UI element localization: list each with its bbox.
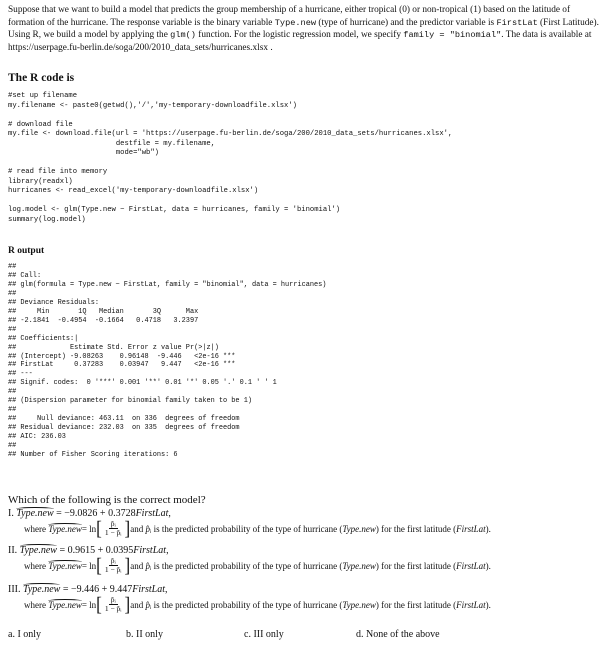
left-bracket: [ [96,554,102,576]
intro-code-response: Type.new [274,17,317,28]
where-tail2: ) for the first latitude ( [375,523,457,534]
answer-d[interactable]: d. None of the above [356,629,440,640]
where-eq: = ln [81,523,97,534]
right-bracket: ] [124,517,131,539]
intro-code-family: family = "binomial" [403,30,502,41]
where-tail3: ). [485,523,491,534]
fraction-den: 1 − p̂ᵢ [104,528,122,537]
option-comma: , [166,545,169,556]
option-lhs: Type.new [19,545,57,556]
where-eq: = ln [81,560,97,571]
where-typevar: Type.new [342,523,376,534]
intro-text-3: (First Latitude). Using R, we build a model by applying the [8,17,599,41]
intro-text-5: . The data is available at https://userpage.fu-berlin.de/soga/200/2010_data_sets/hurricanes.xlsx . [8,30,592,53]
where-typevar: Type.new [342,599,376,610]
answer-b[interactable]: b. II only [126,629,163,640]
where-mid: and [130,599,144,610]
option-1 [8,508,171,519]
fraction-num: p̂ᵢ [110,595,116,604]
fraction [103,557,124,574]
where-tail: is the predicted probability of the type of hurricane ( [153,599,343,610]
intro-code-predictor: FirstLat [496,17,538,28]
where-phat: p̂ᵢ [145,599,152,610]
answer-c[interactable]: c. III only [244,629,284,640]
option-rhs: = −9.446 + 9.447 [60,584,133,595]
fraction-num: p̂ᵢ [110,519,116,528]
where-prefix: where [24,523,46,534]
option-1-where [24,517,491,539]
option-lhs: Type.new [23,584,61,595]
option-var: FirstLat [135,508,169,519]
rcode-block: #set up filename my.filename <- paste0(getwd(),'/','my-temporary-downloadfile.xlsx') # download file my.file <- download.file(url = 'https://userpage.fu-berlin.de/soga/200/2010_data_sets/hurricanes.xlsx', destfile = my.filename, mode="wb") # read file into memory library(readxl) hurricanes <- read_excel('my-temporary-downloadfile.xlsx') log.model <- glm(Type.new ~ FirstLat, data = hurricanes, family = 'binomial') summary(log.model) [8,92,453,224]
where-prefix: where [24,560,46,571]
where-tail: is the predicted probability of the type of hurricane ( [153,560,343,571]
answer-a[interactable]: a. I only [8,629,42,640]
where-tail3: ). [485,560,491,571]
option-3 [8,584,168,595]
option-2-where [24,554,491,576]
where-latvar: FirstLat [456,599,486,610]
option-rhs: = 0.9615 + 0.0395 [56,545,134,556]
right-bracket: ] [124,554,131,576]
where-eq: = ln [81,599,97,610]
fraction [103,596,124,613]
intro-text-1: Suppose that we want to build a model that predicts the group membership of a hurricane, either tropical (0) or non-tropical (1) based on the latitude of formation of the hurricane. The response variable is the binary variable [8,5,571,28]
where-tail: is the predicted probability of the type of hurricane ( [153,523,343,534]
option-numeral: III. [8,584,21,595]
where-lhs: Type.new [48,599,82,610]
where-tail2: ) for the first latitude ( [375,599,457,610]
option-comma: , [168,508,171,519]
where-lhs: Type.new [48,560,82,571]
option-numeral: I. [8,508,14,519]
fraction-den: 1 − p̂ᵢ [104,565,122,574]
option-rhs: = −9.0826 + 0.3728 [53,508,136,519]
option-lhs: Type.new [16,508,54,519]
intro-text-4: function. For the logistic regression model, we specify [195,30,404,41]
where-tail3: ). [485,599,491,610]
where-phat: p̂ᵢ [145,560,152,571]
fraction-den: 1 − p̂ᵢ [104,604,122,613]
where-tail2: ) for the first latitude ( [375,560,457,571]
where-mid: and [130,523,144,534]
where-latvar: FirstLat [456,523,486,534]
problem-intro [8,4,606,54]
option-numeral: II. [8,545,18,556]
option-var: FirstLat [133,545,167,556]
where-mid: and [130,560,144,571]
where-typevar: Type.new [342,560,376,571]
where-lhs: Type.new [48,523,82,534]
question-text: Which of the following is the correct model? [8,494,206,506]
left-bracket: [ [96,593,102,615]
where-latvar: FirstLat [456,560,486,571]
routput-heading: R output [8,246,45,256]
where-prefix: where [24,599,46,610]
option-3-where [24,593,491,615]
fraction [103,520,124,537]
rcode-heading: The R code is [8,72,75,84]
where-phat: p̂ᵢ [145,523,152,534]
right-bracket: ] [124,593,131,615]
left-bracket: [ [96,517,102,539]
fraction-num: p̂ᵢ [110,556,116,565]
routput-block: ## ## Call: ## glm(formula = Type.new ~ FirstLat, family = "binomial", data = hurricanes) ## ## Deviance Residuals: ## Min 1Q Median 3Q Max ## -2.1841 -0.4954 -0.1664 0.4718 3.2397 ## ## Coefficients:| ## Estimate Std. Error z value Pr(>|z|) ## (Intercept) -9.08263 0.96148 -9.446 <2e-16 *** ## FirstLat 0.37283 0.03947 9.447 <2e-16 *** ## --- ## Signif. codes: 0 '***' 0.001 '**' 0.01 '*' 0.05 '.' 0.1 ' ' 1 ## ## (Dispersion parameter for binomial family taken to be 1) ## ## Null deviance: 463.11 on 336 degrees of freedom ## Residual deviance: 232.03 on 335 degrees of freedom ## AIC: 236.03 ## ## Number of Fisher Scoring iterations: 6 [8,263,327,460]
intro-code-glm: glm() [170,30,196,41]
intro-text-2: (type of hurricane) and the predictor variable is [316,17,497,28]
option-var: FirstLat [132,584,166,595]
option-comma: , [165,584,168,595]
option-2 [8,545,169,556]
